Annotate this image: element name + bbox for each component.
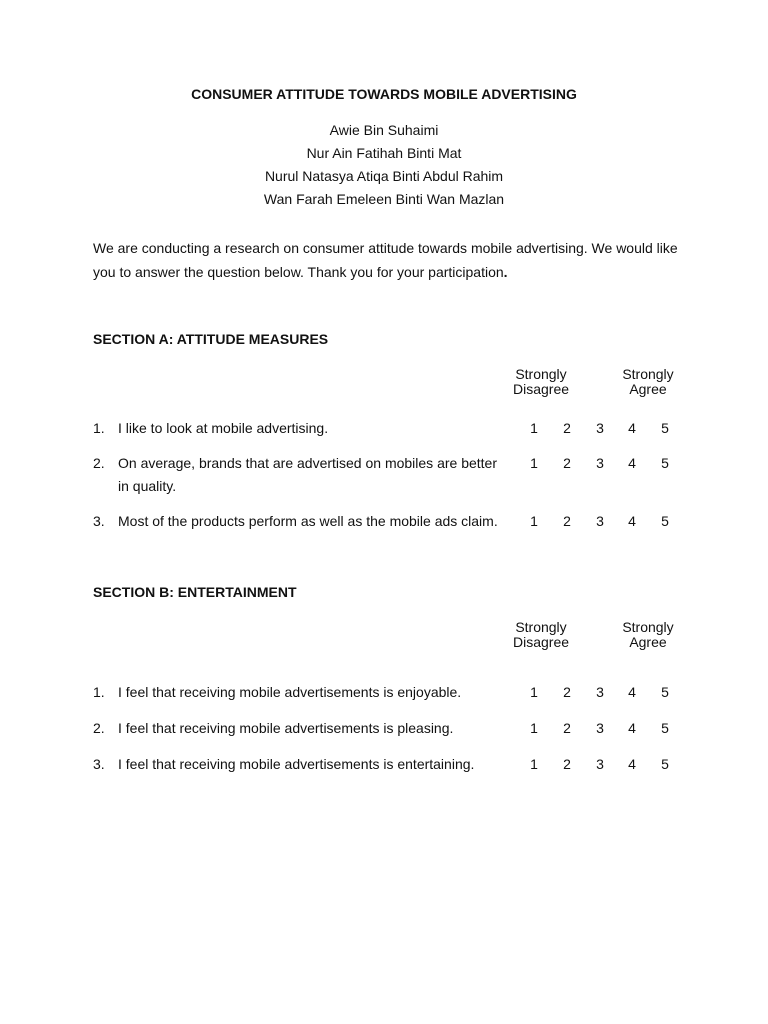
rating-option-3: 3 <box>596 420 604 436</box>
rating-option-3: 3 <box>596 720 604 736</box>
rating-option-3: 3 <box>596 513 604 529</box>
rating-option-1: 1 <box>530 684 538 700</box>
question-text: I feel that receiving mobile advertisements is pleasing. <box>118 720 454 736</box>
rating-option-5: 5 <box>661 756 669 772</box>
question-text: I like to look at mobile advertising. <box>118 420 329 436</box>
question-number: 1. <box>93 420 105 436</box>
rating-option-2: 2 <box>563 513 571 529</box>
question-number: 3. <box>93 756 105 772</box>
rating-option-3: 3 <box>596 684 604 700</box>
rating-option-1: 1 <box>530 455 538 471</box>
rating-option-5: 5 <box>661 420 669 436</box>
question-text: I feel that receiving mobile advertisements is enjoyable. <box>118 684 462 700</box>
scale-low-label <box>496 620 586 650</box>
rating-option-1: 1 <box>530 756 538 772</box>
intro-paragraph <box>93 236 683 284</box>
rating-option-2: 2 <box>563 720 571 736</box>
section-b-heading: SECTION B: ENTERTAINMENT <box>93 584 297 600</box>
scale-low-label-line1: Strongly <box>515 366 567 382</box>
question-text: I feel that receiving mobile advertisements is entertaining. <box>118 756 475 772</box>
question-text: On average, brands that are advertised on mobiles are better in quality. <box>118 455 497 494</box>
rating-option-2: 2 <box>563 420 571 436</box>
author-name: Awie Bin Suhaimi <box>329 122 439 138</box>
scale-high-label <box>603 367 693 397</box>
rating-option-1: 1 <box>530 720 538 736</box>
author-list <box>0 122 768 214</box>
rating-option-4: 4 <box>628 513 636 529</box>
scale-high-label-line2: Agree <box>629 381 667 397</box>
rating-option-4: 4 <box>628 684 636 700</box>
document-title: CONSUMER ATTITUDE TOWARDS MOBILE ADVERTISING <box>191 86 577 102</box>
question-text: Most of the products perform as well as the mobile ads claim. <box>118 513 498 529</box>
rating-option-5: 5 <box>661 684 669 700</box>
scale-high-label-line1: Strongly <box>622 619 674 635</box>
question-number: 2. <box>93 455 105 471</box>
scale-low-label-line2: Disagree <box>512 381 570 397</box>
rating-option-5: 5 <box>661 720 669 736</box>
scale-high-label <box>603 620 693 650</box>
question-number: 1. <box>93 684 105 700</box>
rating-option-4: 4 <box>628 455 636 471</box>
scale-low-label <box>496 367 586 397</box>
rating-option-2: 2 <box>563 684 571 700</box>
rating-option-5: 5 <box>661 455 669 471</box>
scale-high-label-line1: Strongly <box>622 366 674 382</box>
rating-option-3: 3 <box>596 455 604 471</box>
rating-option-1: 1 <box>530 420 538 436</box>
rating-option-3: 3 <box>596 756 604 772</box>
rating-option-5: 5 <box>661 513 669 529</box>
rating-option-4: 4 <box>628 720 636 736</box>
rating-option-2: 2 <box>563 756 571 772</box>
author-name: Nurul Natasya Atiqa Binti Abdul Rahim <box>264 168 504 184</box>
question-number: 2. <box>93 720 105 736</box>
scale-high-label-line2: Agree <box>629 634 667 650</box>
rating-option-1: 1 <box>530 513 538 529</box>
rating-option-4: 4 <box>628 756 636 772</box>
scale-low-label-line2: Disagree <box>512 634 570 650</box>
rating-option-4: 4 <box>628 420 636 436</box>
intro-period: . <box>503 264 508 280</box>
author-name: Nur Ain Fatihah Binti Mat <box>306 145 462 161</box>
section-a-heading: SECTION A: ATTITUDE MEASURES <box>93 331 329 347</box>
intro-text: We are conducting a research on consumer attitude towards mobile advertising. We would like you to answer the question below. Thank you for your participation <box>93 240 678 280</box>
scale-low-label-line1: Strongly <box>515 619 567 635</box>
rating-option-2: 2 <box>563 455 571 471</box>
question-number: 3. <box>93 513 105 529</box>
author-name: Wan Farah Emeleen Binti Wan Mazlan <box>263 191 505 207</box>
